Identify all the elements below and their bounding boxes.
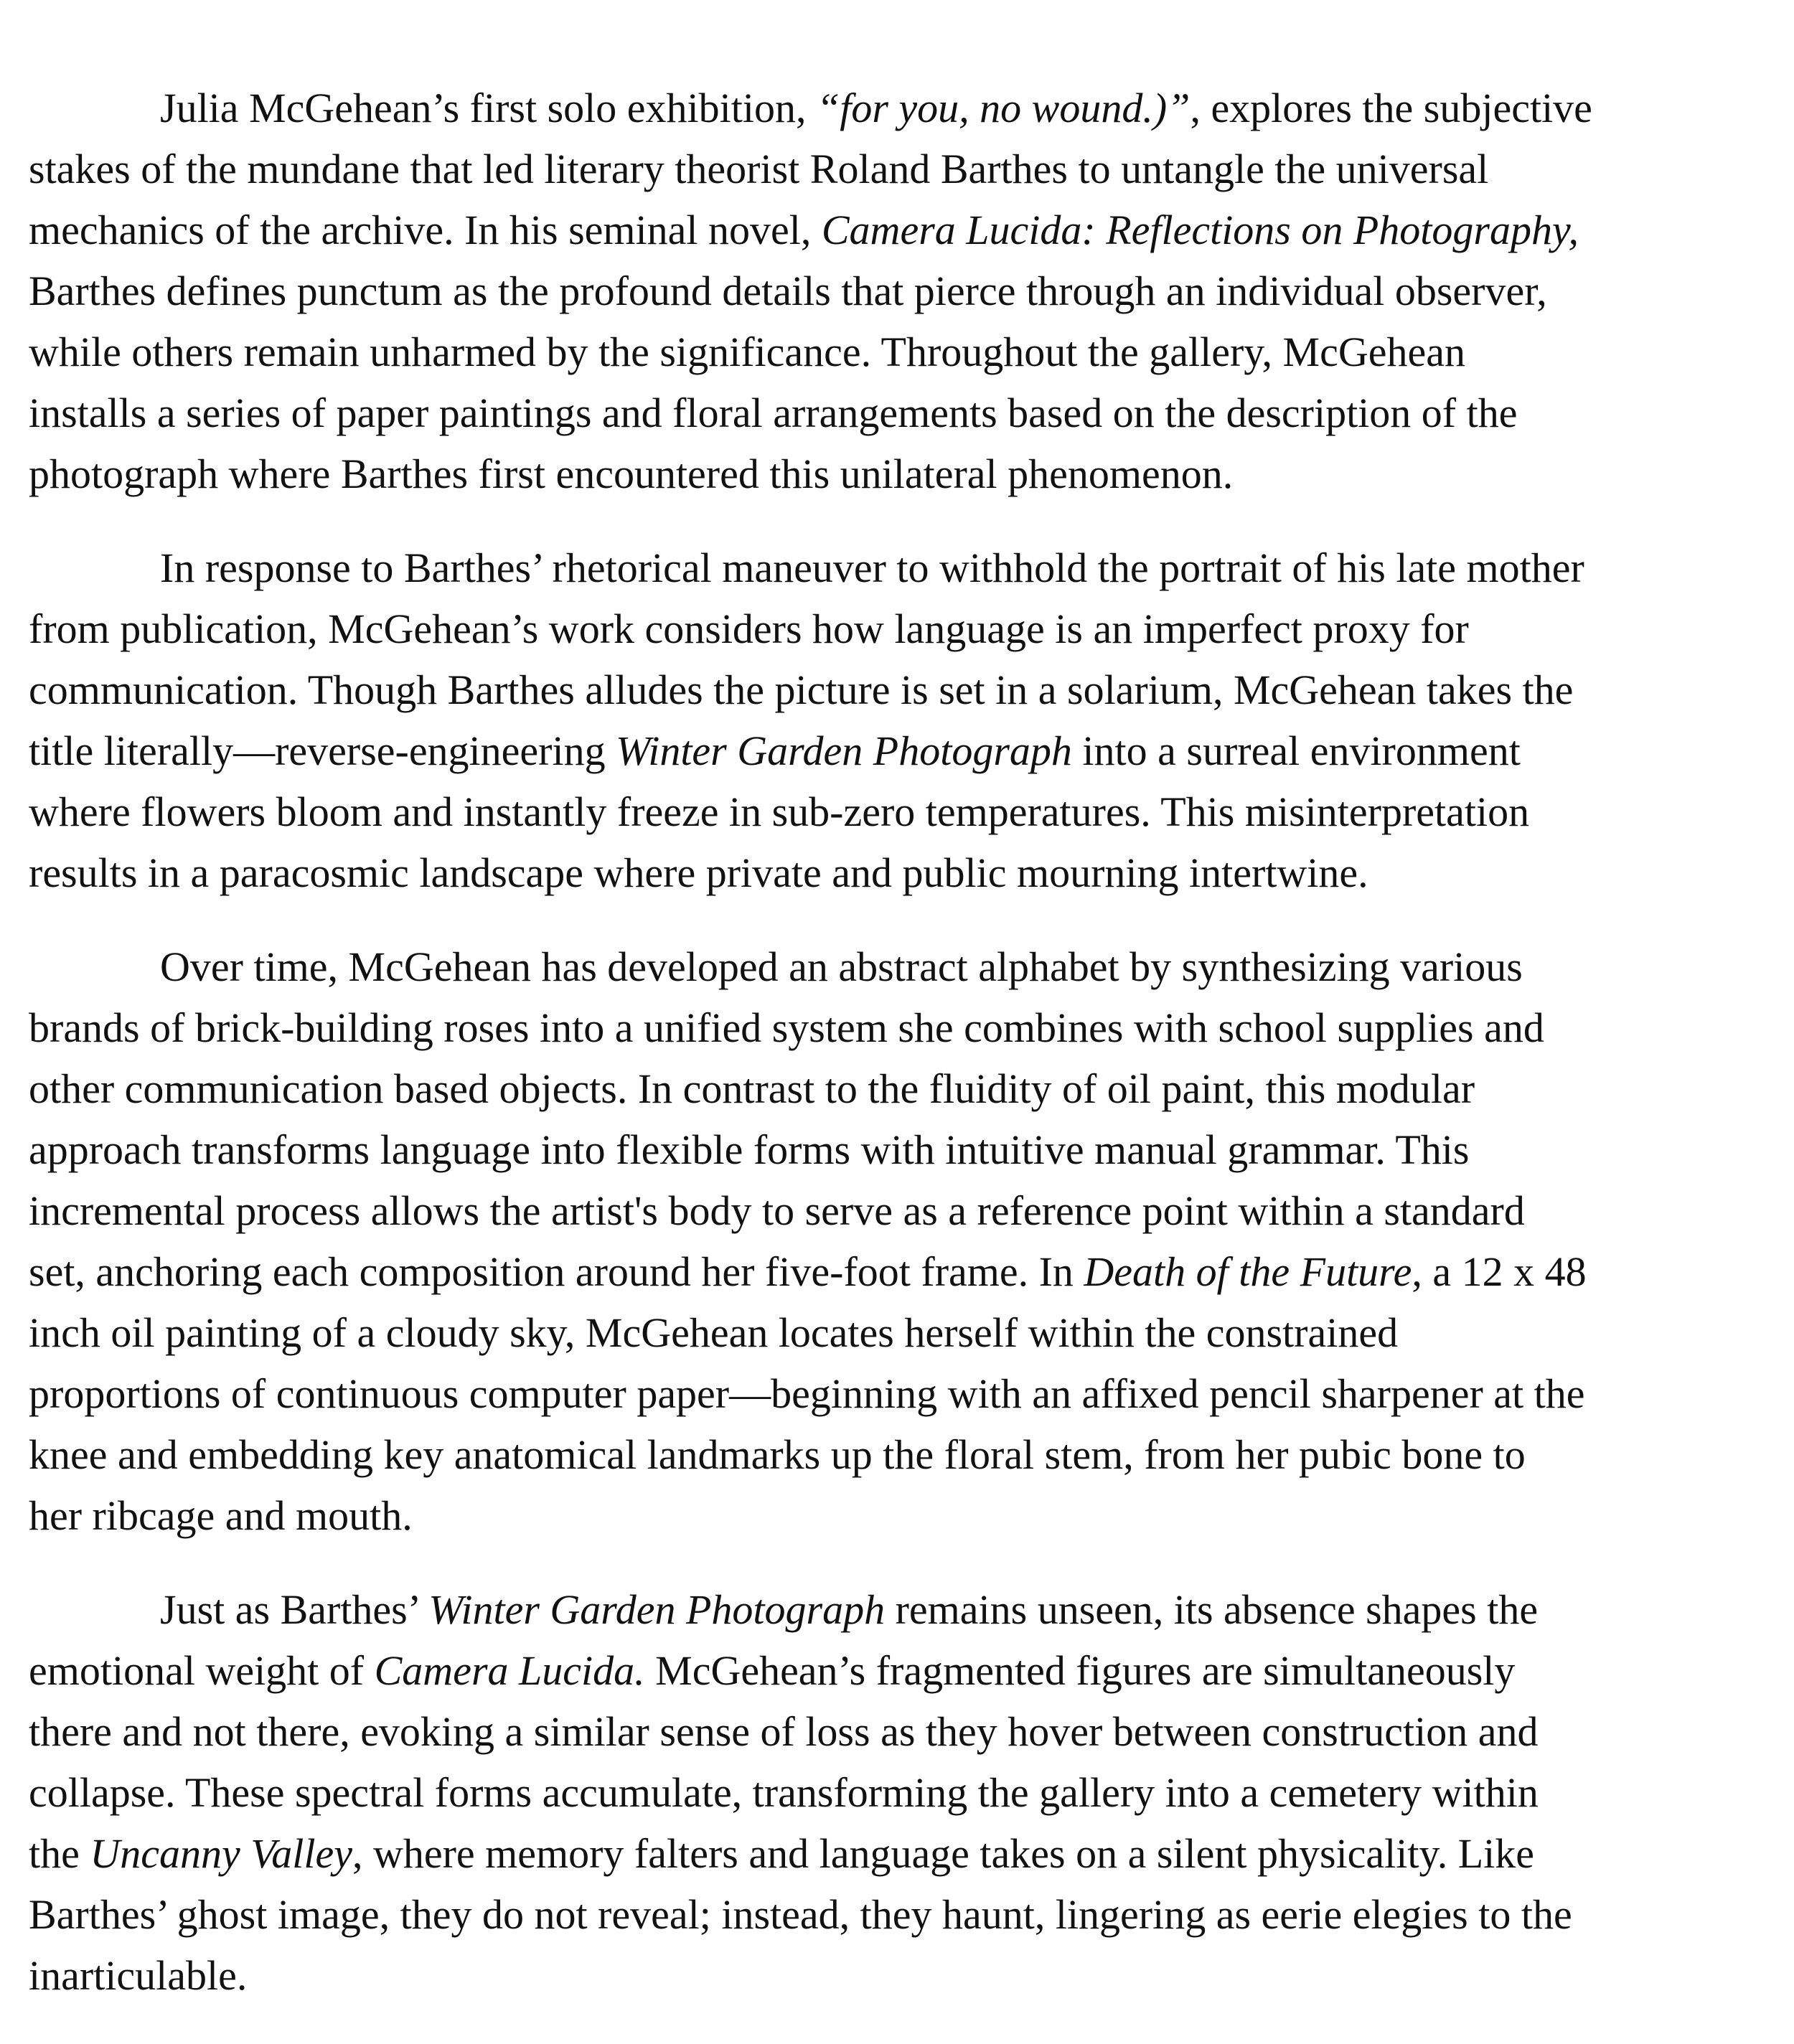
text-run: installs a series of paper paintings and floral arrangements based on the description of the (29, 390, 1518, 436)
text-line (29, 1058, 1765, 1119)
text-line (29, 1701, 1765, 1762)
text-run: incremental process allows the artist's body to serve as a reference point within a standard (29, 1187, 1525, 1234)
text-run: results in a paracosmic landscape where private and public mourning intertwine. (29, 849, 1368, 896)
text-line (29, 1180, 1765, 1241)
text-line (29, 77, 1765, 138)
text-run: knee and embedding key anatomical landmarks up the floral stem, from her pubic bone to (29, 1431, 1526, 1478)
text-run: other communication based objects. In contrast to the fluidity of oil paint, this modular (29, 1065, 1475, 1112)
text-line (29, 1762, 1765, 1823)
italic-title: Uncanny Valley (90, 1830, 352, 1877)
text-line (29, 1119, 1765, 1180)
text-run: while others remain unharmed by the significance. Throughout the gallery, McGehean (29, 329, 1465, 375)
text-run: the (29, 1830, 90, 1877)
text-line (29, 1640, 1765, 1701)
text-run: Julia McGehean’s first solo exhibition, (160, 85, 817, 131)
text-line (29, 260, 1765, 321)
text-line (29, 781, 1765, 842)
text-run: Barthes’ ghost image, they do not reveal; instead, they haunt, lingering as eerie elegies to the (29, 1891, 1572, 1938)
text-run: approach transforms language into flexible forms with intuitive manual grammar. This (29, 1126, 1470, 1173)
text-run: brands of brick-building roses into a unified system she combines with school supplies and (29, 1004, 1544, 1051)
text-run: emotional weight of (29, 1647, 375, 1694)
text-run: into a surreal environment (1071, 727, 1521, 774)
text-line (29, 1302, 1765, 1363)
text-run: stakes of the mundane that led literary theorist Roland Barthes to untangle the universal (29, 146, 1489, 192)
text-line (29, 1363, 1765, 1424)
text-run: title literally—reverse-engineering (29, 727, 616, 774)
text-run: from publication, McGehean’s work considers how language is an imperfect proxy for (29, 606, 1469, 652)
paragraph-1 (29, 77, 1765, 504)
text-run: Just as Barthes’ (160, 1586, 429, 1633)
text-run: inarticulable. (29, 1952, 248, 1999)
text-run: , explores the subjective (1190, 85, 1592, 131)
text-run: her ribcage and mouth. (29, 1492, 413, 1539)
exhibition-text (29, 77, 1765, 2006)
text-line (29, 1579, 1765, 1640)
text-line (29, 598, 1765, 659)
text-line (29, 382, 1765, 443)
italic-title: Camera Lucida: Reflections on Photography, (821, 207, 1579, 253)
text-line (29, 1884, 1765, 1945)
text-run: mechanics of the archive. In his seminal novel, (29, 207, 822, 253)
text-run: communication. Though Barthes alludes the picture is set in a solarium, McGehean takes the (29, 667, 1574, 713)
italic-title: Winter Garden Photograph (616, 727, 1072, 774)
text-run: McGehean’s fragmented figures are simultaneously (644, 1647, 1516, 1694)
text-line (29, 1424, 1765, 1485)
text-line (29, 1823, 1765, 1884)
text-run: , where memory falters and language takes on a silent physicality. Like (352, 1830, 1535, 1877)
italic-title: Death of the Future (1084, 1248, 1412, 1295)
text-line (29, 321, 1765, 382)
text-line (29, 720, 1765, 781)
text-run: Over time, McGehean has developed an abstract alphabet by synthesizing various (160, 943, 1523, 990)
text-run: photograph where Barthes first encountered this unilateral phenomenon. (29, 451, 1234, 497)
text-run: inch oil painting of a cloudy sky, McGehean locates herself within the constrained (29, 1309, 1399, 1356)
text-line (29, 537, 1765, 598)
text-line (29, 1485, 1765, 1546)
text-line (29, 1945, 1765, 2006)
text-line (29, 936, 1765, 997)
text-line (29, 659, 1765, 720)
text-run: collapse. These spectral forms accumulate, transforming the gallery into a cemetery within (29, 1769, 1539, 1816)
text-line (29, 1241, 1765, 1302)
text-line (29, 842, 1765, 903)
text-run: set, anchoring each composition around her five-foot frame. In (29, 1248, 1084, 1295)
text-run: remains unseen, its absence shapes the (885, 1586, 1539, 1633)
text-run: , a 12 x 48 (1412, 1248, 1587, 1295)
text-line (29, 138, 1765, 199)
paragraph-3 (29, 936, 1765, 1546)
text-run: proportions of continuous computer paper—beginning with an affixed pencil sharpener at the (29, 1370, 1585, 1417)
text-run: where flowers bloom and instantly freeze in sub-zero temperatures. This misinterpretation (29, 788, 1530, 835)
text-run: there and not there, evoking a similar sense of loss as they hover between construction and (29, 1708, 1539, 1755)
italic-title: Camera Lucida. (374, 1647, 645, 1694)
italic-title: Winter Garden Photograph (428, 1586, 886, 1633)
text-line (29, 199, 1765, 260)
text-line (29, 443, 1765, 504)
paragraph-2 (29, 537, 1765, 903)
paragraph-4 (29, 1579, 1765, 2006)
text-run: In response to Barthes’ rhetorical maneuver to withhold the portrait of his late mother (160, 545, 1584, 591)
text-run: Barthes defines punctum as the profound details that pierce through an individual observer, (29, 268, 1547, 314)
text-line (29, 997, 1765, 1058)
italic-title: “for you, no wound.)” (816, 85, 1190, 131)
